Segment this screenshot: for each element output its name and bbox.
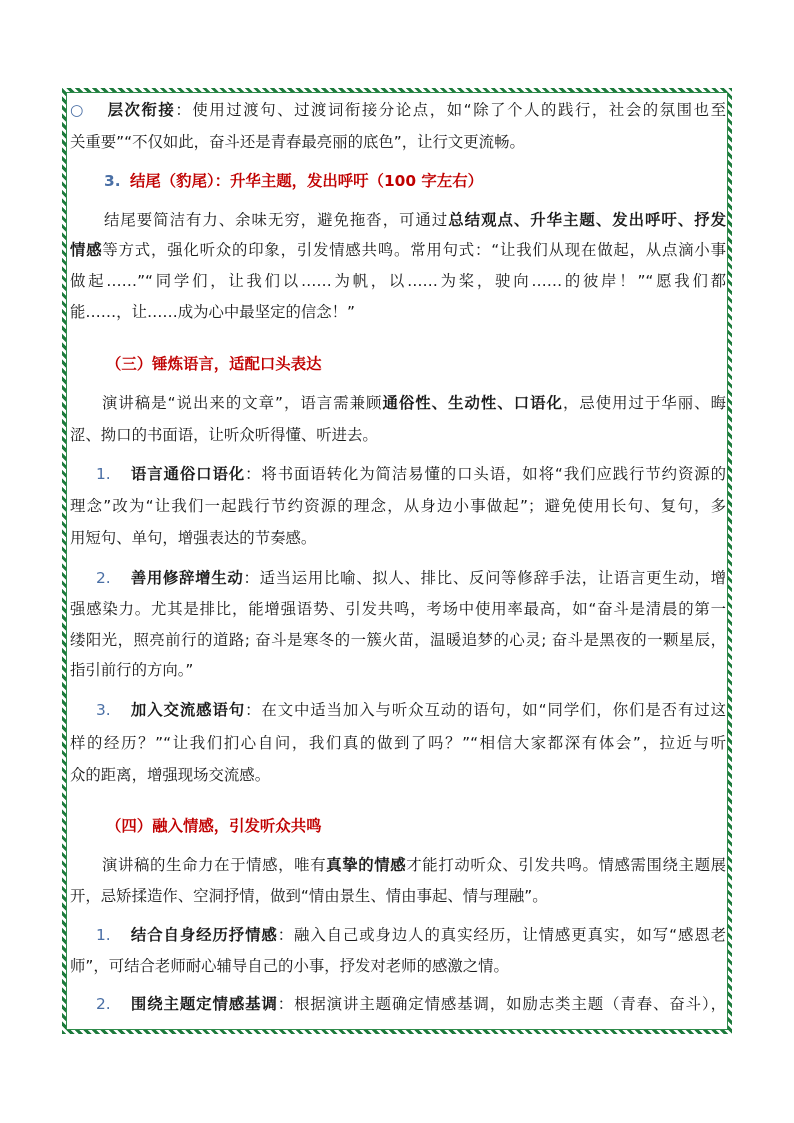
bold-sincere-emotion: 真挚的情感 (326, 856, 407, 874)
list-number: 1. (96, 465, 111, 483)
text-span: ：融入自己或身边人的真实经历，让情感更真实，如写“感恩老 (277, 926, 726, 944)
list-item-emotional-tone (96, 994, 726, 1014)
text-span: ：根据演讲主题确定情感基调，如励志类主题（青春、奋斗）， (277, 995, 726, 1013)
list-item-plain-language-line-3: 用短句、单句，增强表达的节奏感。 (70, 529, 317, 547)
ending-paragraph-line-2 (70, 240, 726, 260)
text-span: 才能打动听众、引发共鸣。情感需围绕主题展 (406, 856, 726, 874)
list-number: 2. (96, 569, 111, 587)
bold-term: 语言通俗口语化 (130, 465, 246, 483)
bold-term: 加入交流感语句 (130, 701, 246, 719)
text-span: 演讲稿的生命力在于情感，唯有 (102, 856, 327, 874)
language-paragraph-line-1 (102, 393, 726, 413)
bold-term: 结合自身经历抒情感 (130, 926, 278, 944)
ending-paragraph-line-4: 能……，让……成为心中最坚定的信念！” (70, 303, 356, 321)
list-item-personal-experience (96, 925, 726, 945)
list-number: 3. (96, 701, 111, 719)
list-item-plain-language-line-2: 理念”改为“让我们一起践行节约资源的理念，从身边小事做起”；避免使用长句、复句，多 (70, 497, 726, 515)
text-span: ，忌使用过于华丽、晦 (562, 394, 726, 412)
text-span: 演讲稿是“说出来的文章”，语言需兼顾 (102, 394, 383, 412)
list-item-rhetoric-line-2: 强感染力。尤其是排比，能增强语势、引发共鸣，考场中使用率最高，如“奋斗是清晨的第一 (70, 600, 726, 618)
bold-emotion: 情感 (70, 241, 103, 259)
list-number: 1. (96, 926, 111, 944)
list-item-rhetoric-line-4: 指引前行的方向。” (70, 661, 194, 679)
list-item-rhetoric-line-3: 缕阳光，照亮前行的道路; 奋斗是寒冬的一簇火苗，温暖追梦的心灵; 奋斗是黑夜的一颗星辰， (70, 631, 726, 649)
list-number: 2. (96, 995, 111, 1013)
ending-paragraph-line-3: 做起……”“同学们，让我们以……为帆，以……为桨，驶向……的彼岸！”“愿我们都 (70, 272, 726, 290)
heading-text: 结尾（豹尾）：升华主题，发出呼吁（100 字左右） (130, 172, 483, 190)
bold-language-traits: 通俗性、生动性、口语化 (382, 394, 563, 412)
text-span: 等方式，强化听众的印象，引发情感共鸣。常用句式：“让我们从现在做起，从点滴小事 (102, 241, 726, 259)
emotion-paragraph-line-2: 开，忌矫揉造作、空洞抒情，做到“情由景生、情由事起、情与理融”。 (70, 887, 548, 905)
bold-term: 围绕主题定情感基调 (130, 995, 278, 1013)
text-span: ：适当运用比喻、拟人、排比、反问等修辞手法，让语言更生动，增 (243, 569, 726, 587)
transition-paragraph-line-1 (70, 100, 726, 120)
section-four-title: （四）融入情感，引发听众共鸣 (106, 817, 322, 835)
term-transition: 层次衔接 (106, 101, 176, 119)
ending-paragraph-line-1 (104, 210, 726, 230)
language-paragraph-line-2: 涩、拗口的书面语，让听众听得懂、听进去。 (70, 426, 378, 444)
heading-number: 3. (104, 172, 121, 190)
list-item-interaction-line-3: 众的距离，增强现场交流感。 (70, 766, 271, 784)
list-item-rhetoric (96, 568, 726, 588)
list-item-personal-experience-line-2: 师”，可结合老师耐心辅导自己的小事，抒发对老师的感激之情。 (70, 957, 509, 975)
list-item-interaction-line-2: 样的经历？”“让我们扪心自问，我们真的做到了吗？”“相信大家都深有体会”，拉近与听 (70, 734, 726, 752)
ending-heading (104, 171, 760, 191)
circle-bullet-icon: ○ (70, 101, 84, 119)
emotion-paragraph-line-1 (102, 855, 726, 875)
bold-methods: 总结观点、升华主题、发出呼吁、抒发 (448, 211, 726, 229)
text-span: ：使用过渡句、过渡词衔接分论点，如“除了个人的践行，社会的氛围也至 (175, 101, 726, 119)
section-three-title: （三）锤炼语言，适配口头表达 (106, 355, 322, 373)
text-span: ：在文中适当加入与听众互动的语句，如“同学们，你们是否有过这 (245, 701, 726, 719)
text-span: 结尾要简洁有力、余味无穷，避免拖沓，可通过 (104, 211, 449, 229)
list-item-plain-language (96, 464, 726, 484)
list-item-interaction (96, 700, 726, 720)
bold-term: 善用修辞增生动 (130, 569, 244, 587)
text-span: ：将书面语转化为简洁易懂的口头语，如将“我们应践行节约资源的 (245, 465, 726, 483)
transition-paragraph-line-2: 关重要”“不仅如此，奋斗还是青春最亮丽的底色”，让行文更流畅。 (70, 133, 525, 151)
